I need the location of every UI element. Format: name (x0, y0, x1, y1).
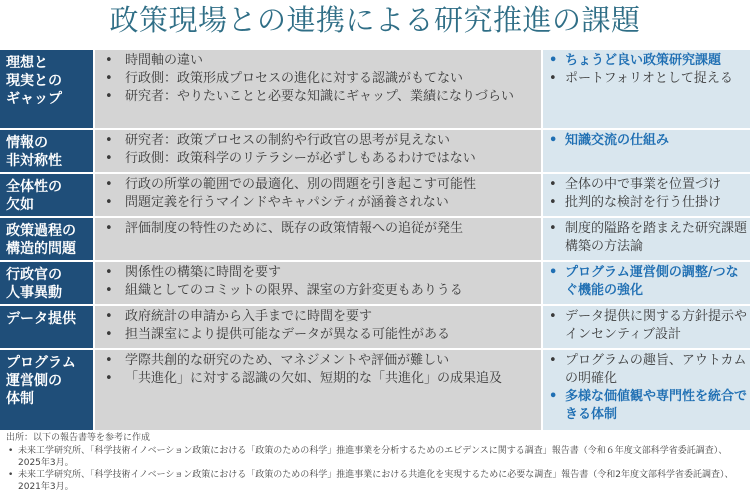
bullet: • (105, 327, 113, 342)
bullet: • (549, 133, 558, 148)
reference-item (6, 445, 746, 469)
row-header (0, 350, 93, 430)
issue-cell (95, 218, 541, 260)
row-header-text: 全体性の 欠如 (6, 179, 62, 213)
source-note: 出所：以下の報告書等を参考に作成 (6, 433, 151, 443)
list-item (549, 132, 748, 150)
bullet: • (105, 53, 113, 68)
bullet: • (549, 265, 558, 280)
solution-cell (543, 350, 750, 430)
solution-cell (543, 306, 750, 348)
issue-text: 政府統計の申請から入手までに時間を要す (125, 309, 373, 324)
bullet: • (105, 195, 113, 210)
list-item (105, 150, 537, 168)
list-item (549, 352, 748, 388)
list-item (105, 70, 537, 88)
list-item (549, 220, 748, 256)
bullet: • (105, 353, 113, 368)
bullet: • (549, 71, 557, 86)
bullet: • (105, 221, 113, 236)
row-header-text: 理想と 現実との ギャップ (6, 55, 62, 107)
list-item (549, 264, 748, 300)
issues-table (0, 50, 750, 432)
list-item (549, 70, 748, 88)
row-header (0, 50, 93, 128)
list-item (105, 220, 537, 238)
issue-text: 評価制度の特性のために、既存の政策情報への追従が発生 (125, 221, 464, 236)
bullet: • (8, 470, 14, 480)
reference-text: 未来工学研究所、「科学技術イノベーション政策における「政策のための科学」推進事業における共進化を実現するために必要な調査」報告書（令和2年度文部科学省委託調査）、2021年3月。 (18, 470, 734, 492)
solution-cell (543, 130, 750, 172)
row-header (0, 130, 93, 172)
row-header-text: データ提供 (6, 311, 76, 327)
page-title: 政策現場との連携による研究推進の課題 (109, 3, 641, 37)
issue-text: 時間軸の違い (125, 53, 204, 68)
solution-text: プログラムの趣旨、アウトカムの明確化 (565, 353, 747, 386)
issue-cell (95, 306, 541, 348)
list-item (105, 370, 537, 388)
row-header (0, 262, 93, 304)
list-item (549, 52, 748, 70)
solution-text: 多様な価値観や専門性を統合できる体制 (565, 389, 748, 422)
list-item (105, 352, 537, 370)
row-header-text: 政策過程の 構造的問題 (6, 223, 76, 257)
list-item (105, 194, 537, 212)
issue-text: 問題定義を行うマインドやキャパシティが涵養されない (125, 195, 449, 210)
row-header-text: 行政官の 人事異動 (6, 267, 62, 301)
solution-text: ポートフォリオとして捉える (565, 71, 733, 86)
list-item (105, 52, 537, 70)
solution-text: 制度的隘路を踏まえた研究課題構築の方法論 (565, 221, 748, 254)
bullet: • (105, 265, 113, 280)
issue-cell (95, 350, 541, 430)
row-header-text: プログラム 運営側の 体制 (6, 355, 76, 407)
issue-text: 学際共創的な研究のため、マネジメントや評価が難しい (125, 353, 450, 368)
list-item (549, 176, 748, 194)
bullet: • (549, 195, 557, 210)
list-item (105, 88, 537, 106)
issue-cell (95, 50, 541, 128)
table-row (0, 130, 750, 174)
bullet: • (549, 353, 557, 368)
reference-item (6, 469, 746, 493)
list-item (549, 308, 748, 344)
bullet: • (549, 389, 558, 404)
issue-text: 行政側：政策科学のリテラシーが必ずしもあるわけではない (125, 151, 476, 166)
list-item (105, 308, 537, 326)
bullet: • (105, 283, 113, 298)
bullet: • (105, 371, 113, 386)
solution-text: プログラム運営側の調整/つなぐ機能の強化 (565, 265, 739, 298)
issue-text: 関係性の構築に時間を要す (125, 265, 282, 280)
issue-cell (95, 174, 541, 216)
bullet: • (105, 133, 113, 148)
issue-text: 行政の所掌の範囲での最適化、別の問題を引き起こす可能性 (125, 177, 477, 192)
solution-text: ちょうど良い政策研究課題 (565, 53, 722, 68)
issue-cell (95, 130, 541, 172)
table-row (0, 218, 750, 262)
solution-cell (543, 218, 750, 260)
bullet: • (8, 446, 14, 456)
solution-text: 全体の中で事業を位置づけ (565, 177, 722, 192)
solution-cell (543, 262, 750, 304)
table-row (0, 50, 750, 130)
list-item (105, 132, 537, 150)
table-row (0, 350, 750, 432)
bullet: • (105, 309, 113, 324)
row-header (0, 218, 93, 260)
bullet: • (105, 177, 113, 192)
solution-text: 批判的な検討を行う仕掛け (565, 195, 722, 210)
issue-text: 行政側：政策形成プロセスの進化に対する認識がもてない (125, 71, 464, 86)
solution-text: データ提供に関する方針提示やインセンティブ設計 (565, 309, 748, 342)
list-item (105, 326, 537, 344)
solution-cell (543, 174, 750, 216)
solution-cell (543, 50, 750, 128)
table-row (0, 262, 750, 306)
bullet: • (549, 221, 557, 236)
issue-cell (95, 262, 541, 304)
issue-text: 研究者：やりたいことと必要な知識にギャップ、業績になりづらい (125, 89, 514, 104)
row-header (0, 174, 93, 216)
row-header-text: 情報の 非対称性 (6, 135, 62, 169)
solution-text: 知識交流の仕組み (565, 133, 670, 148)
issue-text: 「共進化」に対する認識の欠如、短期的な「共進化」の成果追及 (125, 371, 503, 386)
row-header (0, 306, 93, 348)
bullet: • (105, 71, 113, 86)
list-item (105, 282, 537, 300)
issue-text: 研究者：政策プロセスの制約や行政官の思考が見えない (125, 133, 451, 148)
footer-notes (6, 432, 746, 493)
issue-text: 組織としてのコミットの限界、課室の方針変更もありうる (125, 283, 463, 298)
bullet: • (549, 309, 557, 324)
table-row (0, 174, 750, 218)
list-item (549, 194, 748, 212)
bullet: • (549, 177, 557, 192)
reference-text: 未来工学研究所、「科学技術イノベーション政策における「政策のための科学」推進事業を分析するためのエビデンスに関する調査」報告書（令和６年度文部科学省委託調査）、2025年3月。 (18, 446, 728, 468)
bullet: • (105, 151, 113, 166)
list-item (105, 264, 537, 282)
bullet: • (549, 53, 558, 68)
list-item (549, 388, 748, 424)
list-item (105, 176, 537, 194)
table-row (0, 306, 750, 350)
issue-text: 担当課室により提供可能なデータが異なる可能性がある (125, 327, 451, 342)
bullet: • (105, 89, 113, 104)
